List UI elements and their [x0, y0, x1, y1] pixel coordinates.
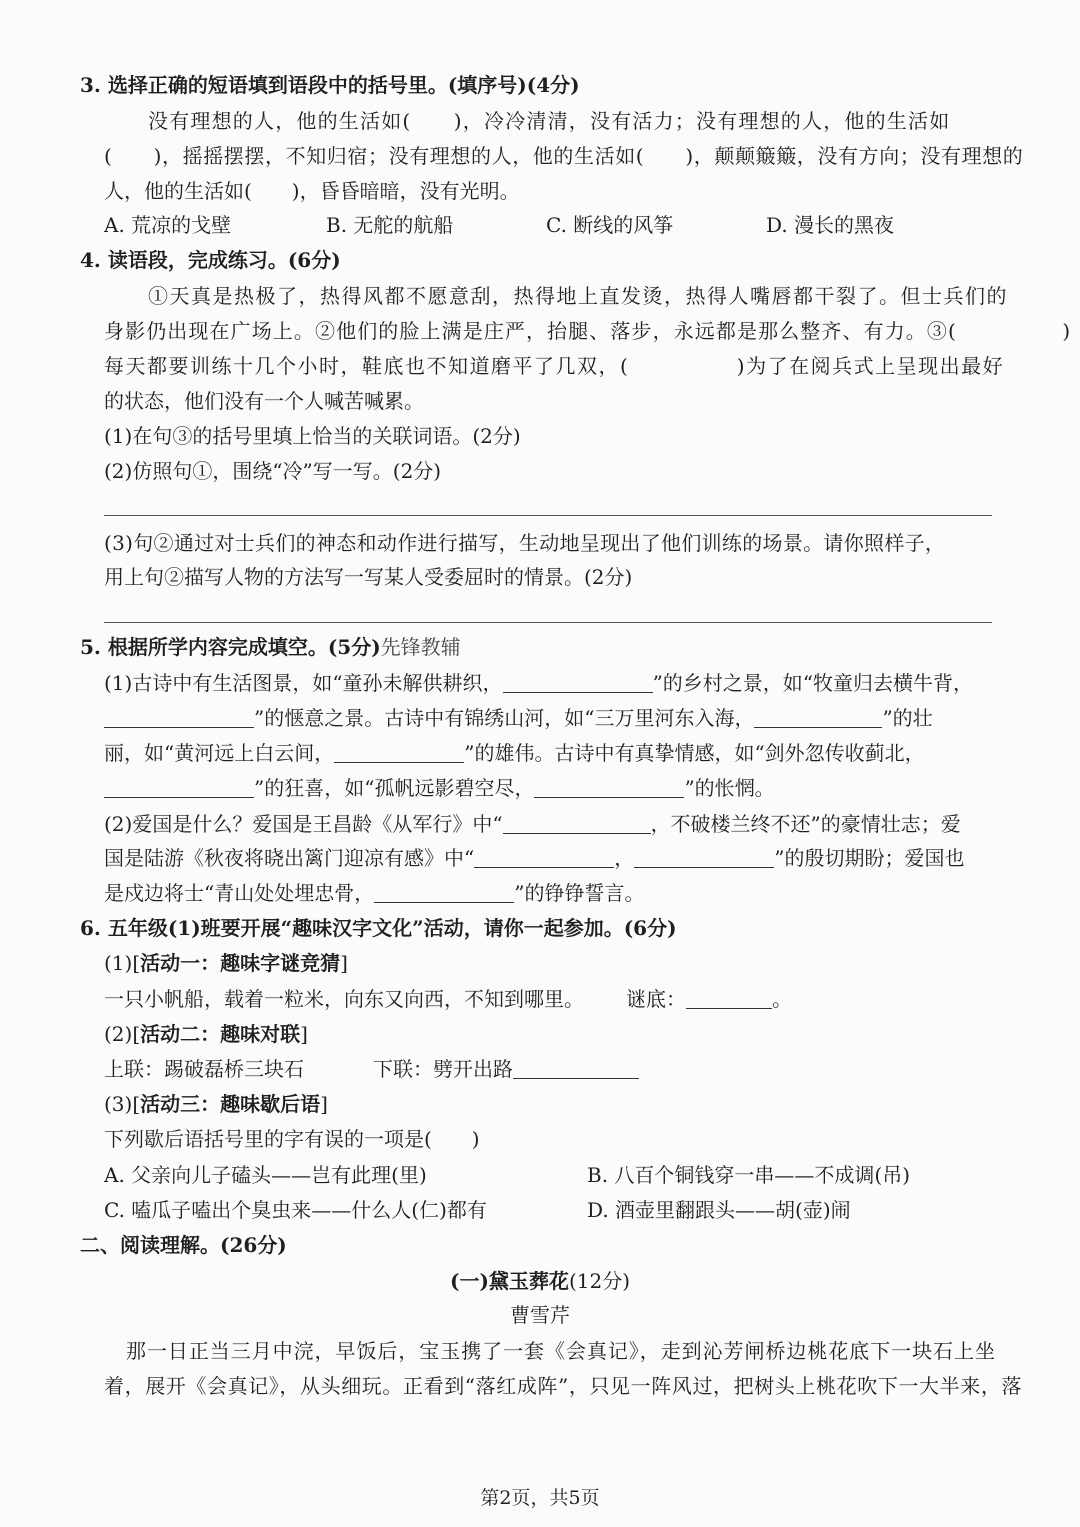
q5-text: ”的殷切期盼；爱国也 [774, 846, 965, 870]
bracket: ] [340, 951, 348, 975]
q6-activity-3 [104, 1089, 328, 1119]
q6-question: 下列歇后语括号里的字有误的一项是( ) [104, 1127, 480, 1151]
q3-option-d: D. 漫长的黑夜 [766, 213, 895, 237]
bracket: (3)[ [104, 1092, 141, 1116]
q5-row-2 [104, 703, 933, 733]
q5-row-4 [104, 773, 775, 803]
fill-blank[interactable] [104, 707, 254, 728]
bracket: ] [320, 1092, 328, 1116]
q4-para-3: 每天都要训练十几个小时，鞋底也不知道磨平了几双，( )为了在阅兵式上呈现出最好 [104, 354, 1005, 378]
q6-activity-1 [104, 948, 348, 978]
q5-text: ， [614, 846, 635, 870]
publisher-stamp: 先锋教辅 [380, 635, 461, 659]
fill-blank[interactable] [104, 777, 254, 798]
q4-sub-1: (1)在句③的括号里填上恰当的关联词语。(2分) [104, 424, 521, 448]
q4-answer-line-2[interactable] [104, 622, 992, 623]
riddle-text: 一只小帆船，载着一粒米，向东又向西，不知到哪里。 [104, 987, 584, 1011]
q6-option-b: B. 八百个铜钱穿一串——不成调(吊) [587, 1163, 911, 1187]
q5-title-row [80, 632, 461, 662]
q5-row-7 [104, 878, 644, 908]
q6-option-d: D. 酒壶里翻跟头——胡(壶)闹 [587, 1198, 851, 1222]
fill-blank[interactable] [634, 847, 774, 868]
fill-blank[interactable] [503, 813, 651, 834]
q5-text: ”的壮 [882, 706, 933, 730]
bracket: (1)[ [104, 951, 141, 975]
q5-text: 是戍边将士“青山处处埋忠骨， [104, 881, 375, 905]
q6-option-a: A. 父亲向儿子磕头——岂有此理(里) [104, 1163, 427, 1187]
couplet-answer-blank[interactable] [513, 1058, 639, 1079]
passage-title-row [0, 1266, 1080, 1296]
q4-sub-3a: (3)句②通过对士兵们的神态和动作进行描写，生动地呈现出了他们训练的场景。请你照样子， [104, 531, 946, 555]
passage-line-2: 着，展开《会真记》，从头细玩。正看到“落红成阵”，只见一阵风过，把树头上桃花吹下一大半来，落 [104, 1374, 1023, 1398]
passage-title: (一)黛玉葬花 [450, 1269, 569, 1293]
passage-line-1: 那一日正当三月中浣，早饭后，宝玉携了一套《会真记》，走到沁芳闸桥边桃花底下一块石上坐 [126, 1339, 996, 1363]
q5-text: ”的雄伟。古诗中有真挚情感，如“剑外忽传收蓟北， [464, 741, 925, 765]
q5-text: ”的怅惘。 [684, 776, 775, 800]
q6-text: 。 [772, 987, 792, 1011]
q5-text: ，不破楼兰终不还”的豪情壮志；爱 [650, 812, 961, 836]
passage-points: (12分) [568, 1269, 630, 1293]
q4-para-4: 的状态，他们没有一个人喊苦喊累。 [104, 389, 424, 413]
activity-2-label: 活动二：趣味对联 [140, 1022, 301, 1046]
fill-blank[interactable] [374, 882, 514, 903]
fill-blank[interactable] [503, 672, 653, 693]
q5-text: 丽，如“黄河远上白云间， [104, 741, 335, 765]
q5-text: (1)古诗中有生活图景，如“童孙未解供耕织， [104, 671, 503, 695]
fill-blank[interactable] [334, 742, 464, 763]
q5-text: 国是陆游《秋夜将晓出篱门迎凉有感》中“ [104, 846, 475, 870]
q3-option-c: C. 断线的风筝 [546, 213, 674, 237]
part2-title: 二、阅读理解。(26分) [80, 1233, 287, 1257]
lower-couplet-row [373, 1054, 639, 1084]
page-number: 第2页，共5页 [480, 1487, 600, 1509]
q6-title: 6. 五年级(1)班要开展“趣味汉字文化”活动，请你一起参加。(6分) [80, 916, 677, 940]
fill-blank[interactable] [474, 847, 614, 868]
q5-row-5 [104, 809, 961, 839]
q5-text: ”的狂喜，如“孤帆远影碧空尽， [254, 776, 535, 800]
q3-line-3: 人，他的生活如( )，昏昏暗暗，没有光明。 [104, 179, 520, 203]
q4-sub-3b: 用上句②描写人物的方法写一写某人受委屈时的情景。(2分) [104, 565, 633, 589]
q5-text: ”的惬意之景。古诗中有锦绣山河，如“三万里河东入海， [254, 706, 755, 730]
bracket: ] [300, 1022, 308, 1046]
q3-option-b: B. 无舵的航船 [326, 213, 454, 237]
q4-answer-line-1[interactable] [104, 515, 992, 516]
passage-author: 曹雪芹 [510, 1303, 570, 1327]
q3-title: 3. 选择正确的短语填到语段中的括号里。(填序号)(4分) [80, 73, 580, 97]
q5-text: ”的乡村之景，如“牧童归去横牛背， [652, 671, 974, 695]
lower-couplet: 下联：劈开出路 [373, 1057, 513, 1081]
q6-activity-2 [104, 1019, 308, 1049]
activity-3-label: 活动三：趣味歇后语 [140, 1092, 321, 1116]
q5-text: ”的铮铮誓言。 [514, 881, 645, 905]
riddle-answer-blank[interactable] [686, 988, 772, 1009]
q5-text: (2)爱国是什么？爱国是王昌龄《从军行》中“ [104, 812, 503, 836]
q5-row-3 [104, 738, 925, 768]
activity-1-label: 活动一：趣味字谜竞猜 [140, 951, 341, 975]
riddle-answer-label: 谜底： [626, 987, 686, 1011]
q3-option-a: A. 荒凉的戈壁 [104, 213, 232, 237]
q3-line-1: 没有理想的人，他的生活如( )，冷冷清清，没有活力；没有理想的人，他的生活如 [148, 109, 951, 133]
q5-row-6 [104, 843, 964, 873]
q5-row-1 [104, 668, 973, 698]
q4-para-2: 身影仍出现在广场上。②他们的脸上满是庄严，抬腿、落步，永远都是那么整齐、有力。③( ) [104, 319, 1072, 343]
fill-blank[interactable] [534, 777, 684, 798]
q6-riddle-row [104, 984, 792, 1014]
q4-sub-2: (2)仿照句①，围绕“冷”写一写。(2分) [104, 459, 442, 483]
q4-title: 4. 读语段，完成练习。(6分) [80, 248, 341, 272]
bracket: (2)[ [104, 1022, 141, 1046]
q5-title: 5. 根据所学内容完成填空。(5分) [80, 635, 381, 659]
q6-option-c: C. 嗑瓜子嗑出个臭虫来——什么人(仁)都有 [104, 1198, 487, 1222]
fill-blank[interactable] [754, 707, 882, 728]
upper-couplet: 上联：踢破磊桥三块石 [104, 1057, 304, 1081]
q4-para-1: ①天真是热极了，热得风都不愿意刮，热得地上直发烫，热得人嘴唇都干裂了。但士兵们的 [148, 284, 1008, 308]
q3-line-2: ( )，摇摇摆摆，不知归宿；没有理想的人，他的生活如( )，颠颠簸簸，没有方向；没有理想的 [104, 144, 1024, 168]
